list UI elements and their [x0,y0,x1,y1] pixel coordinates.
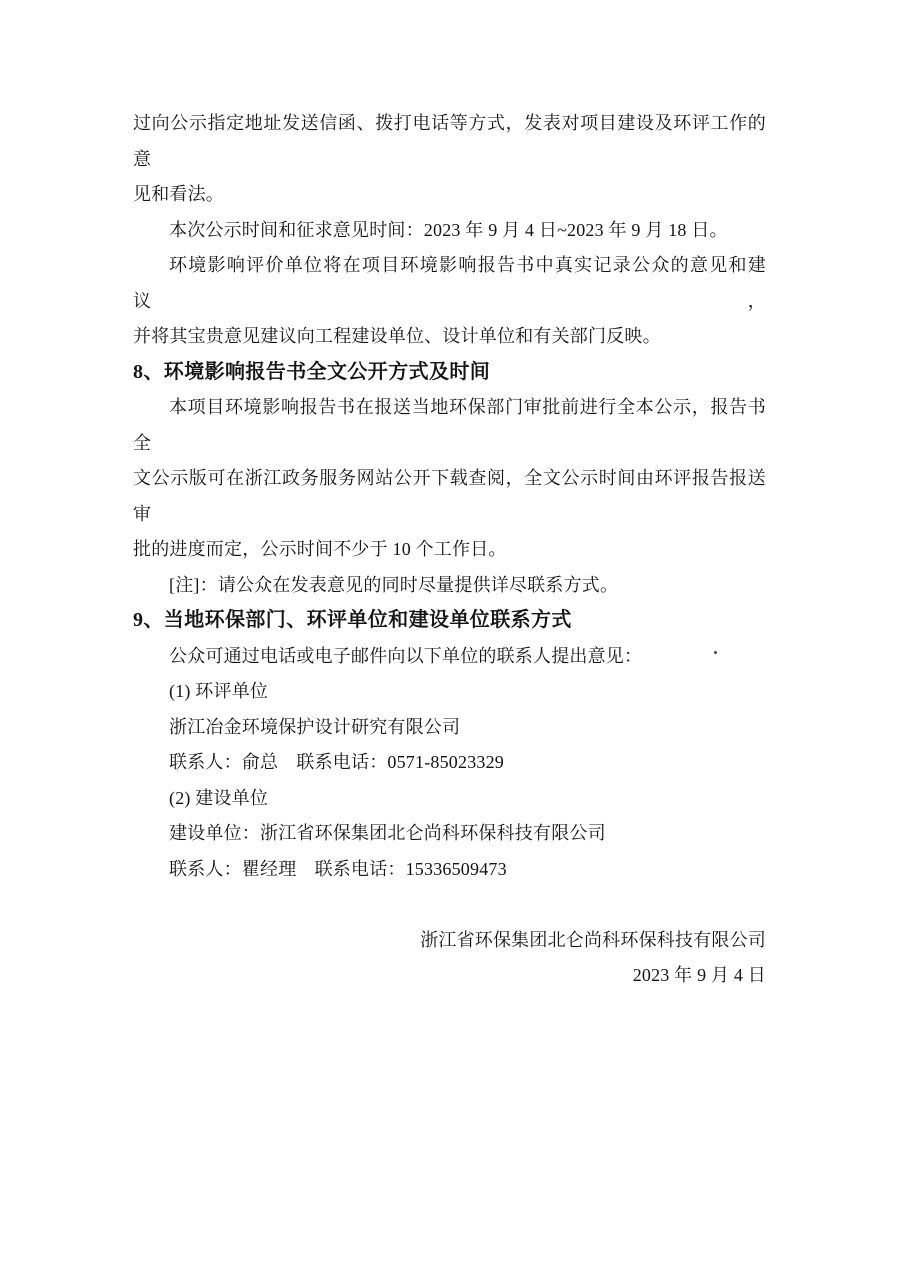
para-feedback-method-line-2: 见和看法。 [133,184,224,204]
construction-contact-line: 联系人：瞿经理 联系电话：15336509473 [169,858,507,879]
para-full-text-disclosure-line-3: 批的进度而定，公示时间不少于 10 个工作日。 [133,539,507,559]
section-8-heading: 8、环境影响报告书全文公开方式及时间 [133,360,491,383]
para-record-opinions-line-2: 并将其宝贵意见建议向工程建设单位、设计单位和有关部门反映。 [133,326,661,346]
document-content [133,106,766,994]
blank-line [133,887,766,923]
eia-contact-line: 联系人：俞总 联系电话：0571-85023329 [169,752,504,772]
para-contact-intro-line: 公众可通过电话或电子邮件向以下单位的联系人提出意见： [169,645,643,666]
signature-company: 浙江省环保集团北仑尚科环保科技有限公司 [420,929,766,950]
item-2-construction-unit-label: (2) 建设单位 [169,787,269,808]
note-line: [注]：请公众在发表意见的同时尽量提供详尽联系方式。 [169,574,619,595]
para-full-text-disclosure-line-2: 文公示版可在浙江政务服务网站公开下载查阅，全文公示时间由环评报告报送审 [133,468,766,524]
signature-date: 2023 年 9 月 4 日 [632,965,766,985]
item-1-eia-unit-label: (1) 环评单位 [169,681,269,701]
eia-company-name: 浙江冶金环境保护设计研究有限公司 [169,716,461,737]
para-record-opinions-line-1: 环境影响评价单位将在项目环境影响报告书中真实记录公众的意见和建议， [133,255,766,311]
section-9-heading: 9、当地环保部门、环评单位和建设单位联系方式 [133,609,572,631]
para-comment-period-line: 本次公示时间和征求意见时间：2023 年 9 月 4 日~2023 年 9 月 18 日。 [169,219,728,240]
construction-company-line: 建设单位：浙江省环保集团北仑尚科环保科技有限公司 [169,823,606,843]
para-feedback-method-line-1: 过向公示指定地址发送信函、拨打电话等方式，发表对项目建设及环评工作的意 [133,113,766,169]
stray-dot-mark [714,651,717,654]
para-full-text-disclosure-line-1: 本项目环境影响报告书在报送当地环保部门审批前进行全本公示，报告书全 [133,397,766,453]
